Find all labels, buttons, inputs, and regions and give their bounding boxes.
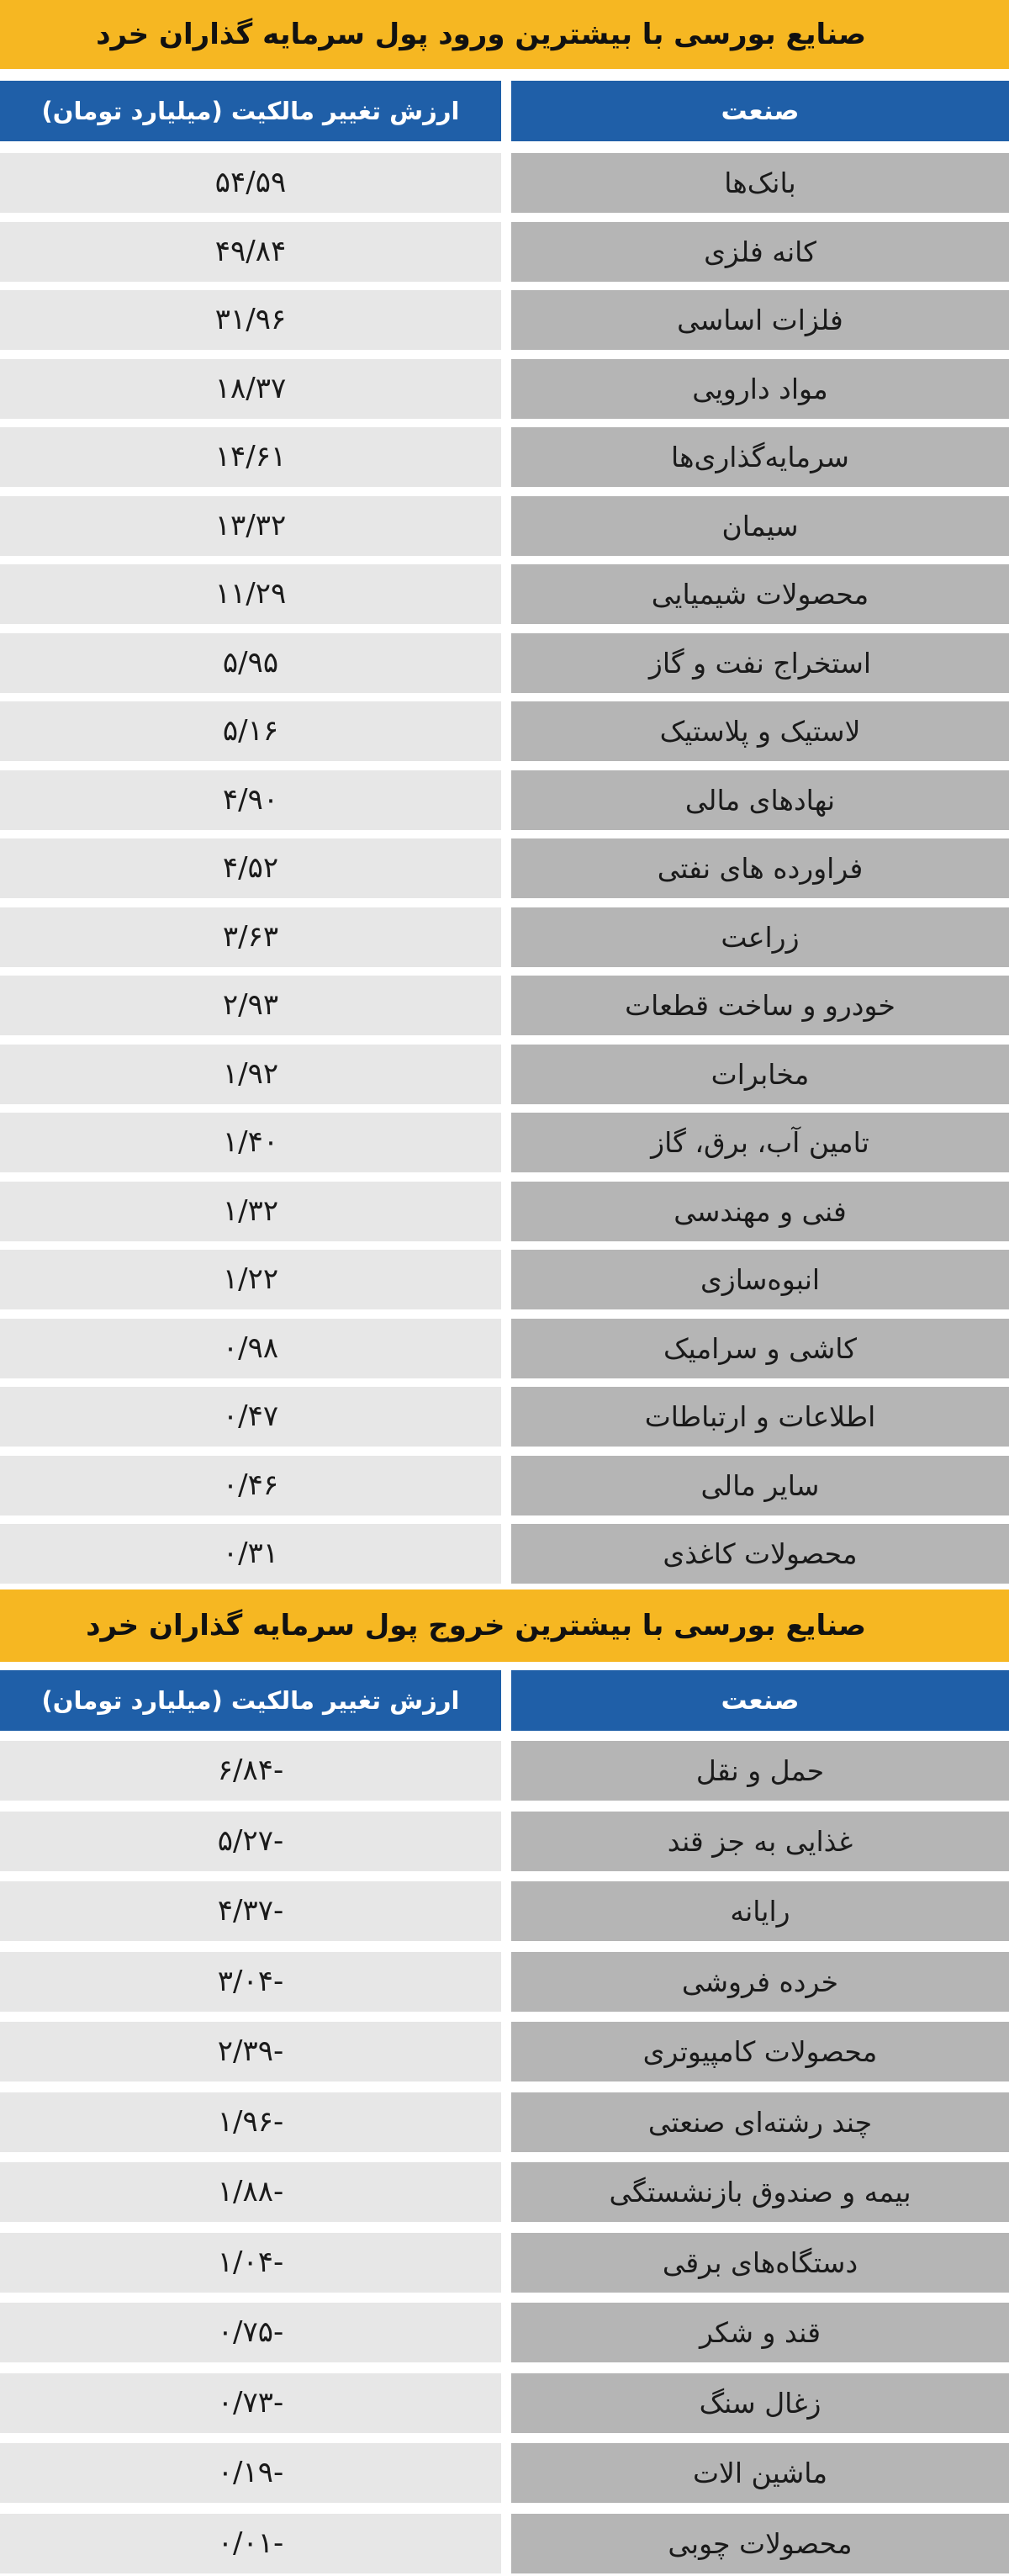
table-row	[0, 564, 1009, 624]
industry-cell: فراورده های نفتی	[511, 838, 1009, 898]
value-cell: ۱۸/۳۷	[0, 359, 501, 419]
table-row	[0, 1387, 1009, 1447]
table-row	[0, 1456, 1009, 1515]
value-cell: -۲/۳۹	[0, 2022, 501, 2081]
value-cell: ۴/۵۲	[0, 838, 501, 898]
table-row	[0, 2373, 1009, 2433]
table-row	[0, 976, 1009, 1035]
industry-cell: محصولات شیمیایی	[511, 564, 1009, 624]
table-row	[0, 2162, 1009, 2222]
value-cell: -۰/۱۹	[0, 2443, 501, 2503]
industry-cell: ماشین الات	[511, 2443, 1009, 2503]
value-cell: ۰/۹۸	[0, 1319, 501, 1378]
table-row	[0, 1881, 1009, 1941]
value-cell: ۰/۴۷	[0, 1387, 501, 1447]
industry-cell: غذایی به جز قند	[511, 1812, 1009, 1871]
industry-cell: بیمه و صندوق بازنشستگی	[511, 2162, 1009, 2222]
industry-cell: استخراج نفت و گاز	[511, 633, 1009, 693]
value-cell: ۱/۳۲	[0, 1182, 501, 1241]
outflow-header-industry: صنعت	[511, 1670, 1009, 1731]
table-row	[0, 1250, 1009, 1309]
table-row	[0, 838, 1009, 898]
inflow-header-industry: صنعت	[511, 81, 1009, 141]
inflow-table-title: صنایع بورسی با بیشترین ورود پول سرمایه گذاران خرد	[0, 0, 1009, 69]
table-row	[0, 1182, 1009, 1241]
value-cell: -۵/۲۷	[0, 1812, 501, 1871]
value-cell: ۱۳/۳۲	[0, 496, 501, 556]
industry-cell: سایر مالی	[511, 1456, 1009, 1515]
industry-cell: محصولات چوبی	[511, 2514, 1009, 2573]
value-cell: ۱/۲۲	[0, 1250, 501, 1309]
table-row	[0, 153, 1009, 213]
value-cell: ۴۹/۸۴	[0, 222, 501, 282]
value-cell: -۰/۷۳	[0, 2373, 501, 2433]
table-row	[0, 2303, 1009, 2362]
table-row	[0, 1045, 1009, 1104]
value-cell: ۵۴/۵۹	[0, 153, 501, 213]
table-row	[0, 1812, 1009, 1871]
outflow-header-value: ارزش تغییر مالکیت (میلیارد تومان)	[0, 1670, 501, 1731]
table-row	[0, 1319, 1009, 1378]
value-cell: ۱۱/۲۹	[0, 564, 501, 624]
industry-cell: قند و شکر	[511, 2303, 1009, 2362]
industry-cell: فلزات اساسی	[511, 290, 1009, 350]
industry-cell: مواد دارویی	[511, 359, 1009, 419]
value-cell: ۲/۹۳	[0, 976, 501, 1035]
value-cell: -۱/۰۴	[0, 2233, 501, 2293]
table-row	[0, 496, 1009, 556]
value-cell: -۴/۳۷	[0, 1881, 501, 1941]
value-cell: ۵/۱۶	[0, 701, 501, 761]
table-row	[0, 2514, 1009, 2573]
industry-cell: زغال سنگ	[511, 2373, 1009, 2433]
table-row	[0, 427, 1009, 487]
industry-cell: لاستیک و پلاستیک	[511, 701, 1009, 761]
industry-cell: تامین آب، برق، گاز	[511, 1113, 1009, 1172]
industry-cell: فنی و مهندسی	[511, 1182, 1009, 1241]
industry-cell: انبوه‌سازی	[511, 1250, 1009, 1309]
industry-cell: بانک‌ها	[511, 153, 1009, 213]
value-cell: -۰/۷۵	[0, 2303, 501, 2362]
industry-cell: مخابرات	[511, 1045, 1009, 1104]
table-row	[0, 1113, 1009, 1172]
industry-cell: کانه فلزی	[511, 222, 1009, 282]
industry-cell: کاشی و سرامیک	[511, 1319, 1009, 1378]
industry-cell: محصولات کامپیوتری	[511, 2022, 1009, 2081]
industry-cell: سیمان	[511, 496, 1009, 556]
value-cell: ۴/۹۰	[0, 770, 501, 830]
table-row	[0, 359, 1009, 419]
value-cell: -۶/۸۴	[0, 1741, 501, 1801]
industry-cell: محصولات کاغذی	[511, 1524, 1009, 1584]
table-row	[0, 2443, 1009, 2503]
value-cell: ۳۱/۹۶	[0, 290, 501, 350]
table-row	[0, 633, 1009, 693]
industry-cell: سرمایه‌گذاری‌ها	[511, 427, 1009, 487]
outflow-table-title: صنایع بورسی با بیشترین خروج پول سرمایه گذاران خرد	[0, 1590, 1009, 1662]
industry-cell: رایانه	[511, 1881, 1009, 1941]
table-row	[0, 290, 1009, 350]
value-cell: -۳/۰۴	[0, 1952, 501, 2012]
value-cell: ۰/۳۱	[0, 1524, 501, 1584]
value-cell: ۵/۹۵	[0, 633, 501, 693]
industry-cell: اطلاعات و ارتباطات	[511, 1387, 1009, 1447]
table-row	[0, 2092, 1009, 2152]
value-cell: ۱/۹۲	[0, 1045, 501, 1104]
industry-cell: نهادهای مالی	[511, 770, 1009, 830]
table-row	[0, 701, 1009, 761]
table-row	[0, 222, 1009, 282]
value-cell: -۰/۰۱	[0, 2514, 501, 2573]
inflow-header-value: ارزش تغییر مالکیت (میلیارد تومان)	[0, 81, 501, 141]
value-cell: -۱/۸۸	[0, 2162, 501, 2222]
industry-cell: حمل و نقل	[511, 1741, 1009, 1801]
industry-cell: چند رشته‌ای صنعتی	[511, 2092, 1009, 2152]
industry-cell: خودرو و ساخت قطعات	[511, 976, 1009, 1035]
value-cell: ۰/۴۶	[0, 1456, 501, 1515]
value-cell: ۱۴/۶۱	[0, 427, 501, 487]
table-row	[0, 2233, 1009, 2293]
table-row	[0, 2022, 1009, 2081]
value-cell: ۱/۴۰	[0, 1113, 501, 1172]
industry-cell: دستگاه‌های برقی	[511, 2233, 1009, 2293]
table-row	[0, 1524, 1009, 1584]
industry-cell: زراعت	[511, 907, 1009, 967]
table-row	[0, 1741, 1009, 1801]
industry-cell: خرده فروشی	[511, 1952, 1009, 2012]
table-row	[0, 907, 1009, 967]
value-cell: ۳/۶۳	[0, 907, 501, 967]
table-row	[0, 770, 1009, 830]
table-row	[0, 1952, 1009, 2012]
value-cell: -۱/۹۶	[0, 2092, 501, 2152]
